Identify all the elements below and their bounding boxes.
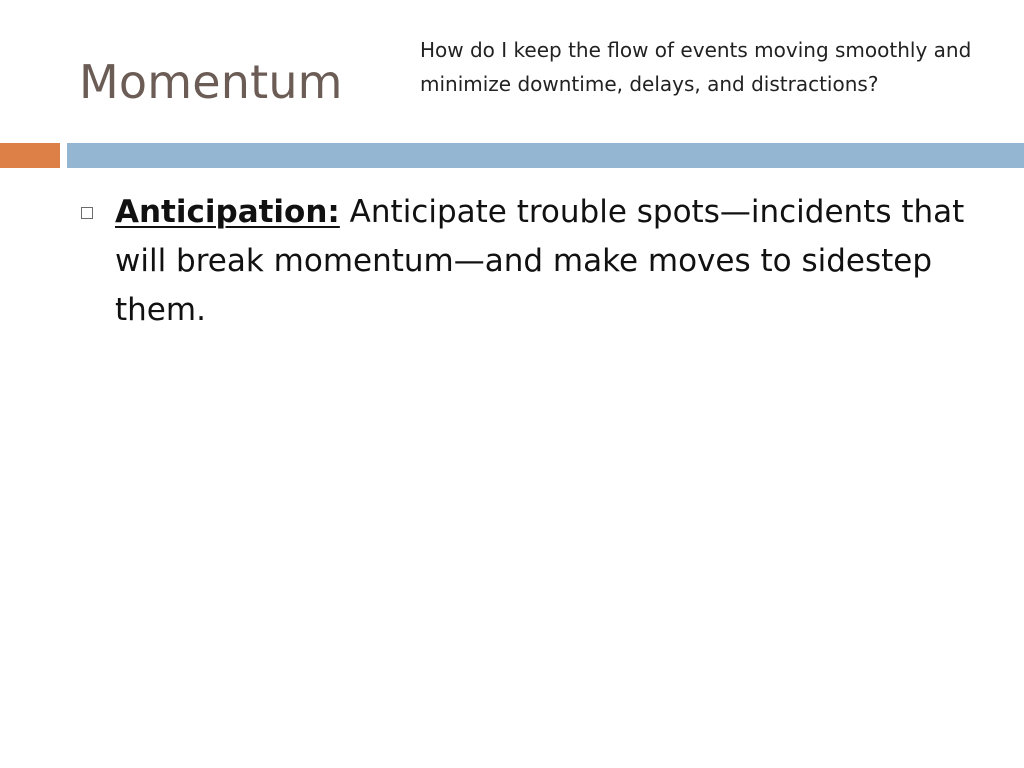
bullet-text: Anticipate trouble spots—incidents that will break momentum—and make moves to sidestep them. xyxy=(115,194,965,328)
bullet-term: Anticipation: xyxy=(115,194,340,230)
slide-subtitle: How do I keep the flow of events moving smoothly and minimize downtime, delays, and distractions? xyxy=(420,38,972,96)
bullet-list xyxy=(78,188,978,335)
accent-bar-orange xyxy=(0,143,60,168)
slide-title: Momentum xyxy=(79,55,343,109)
bullet-item xyxy=(78,188,978,335)
hollow-square-bullet-icon xyxy=(81,207,93,219)
accent-bar-blue xyxy=(67,143,1024,168)
